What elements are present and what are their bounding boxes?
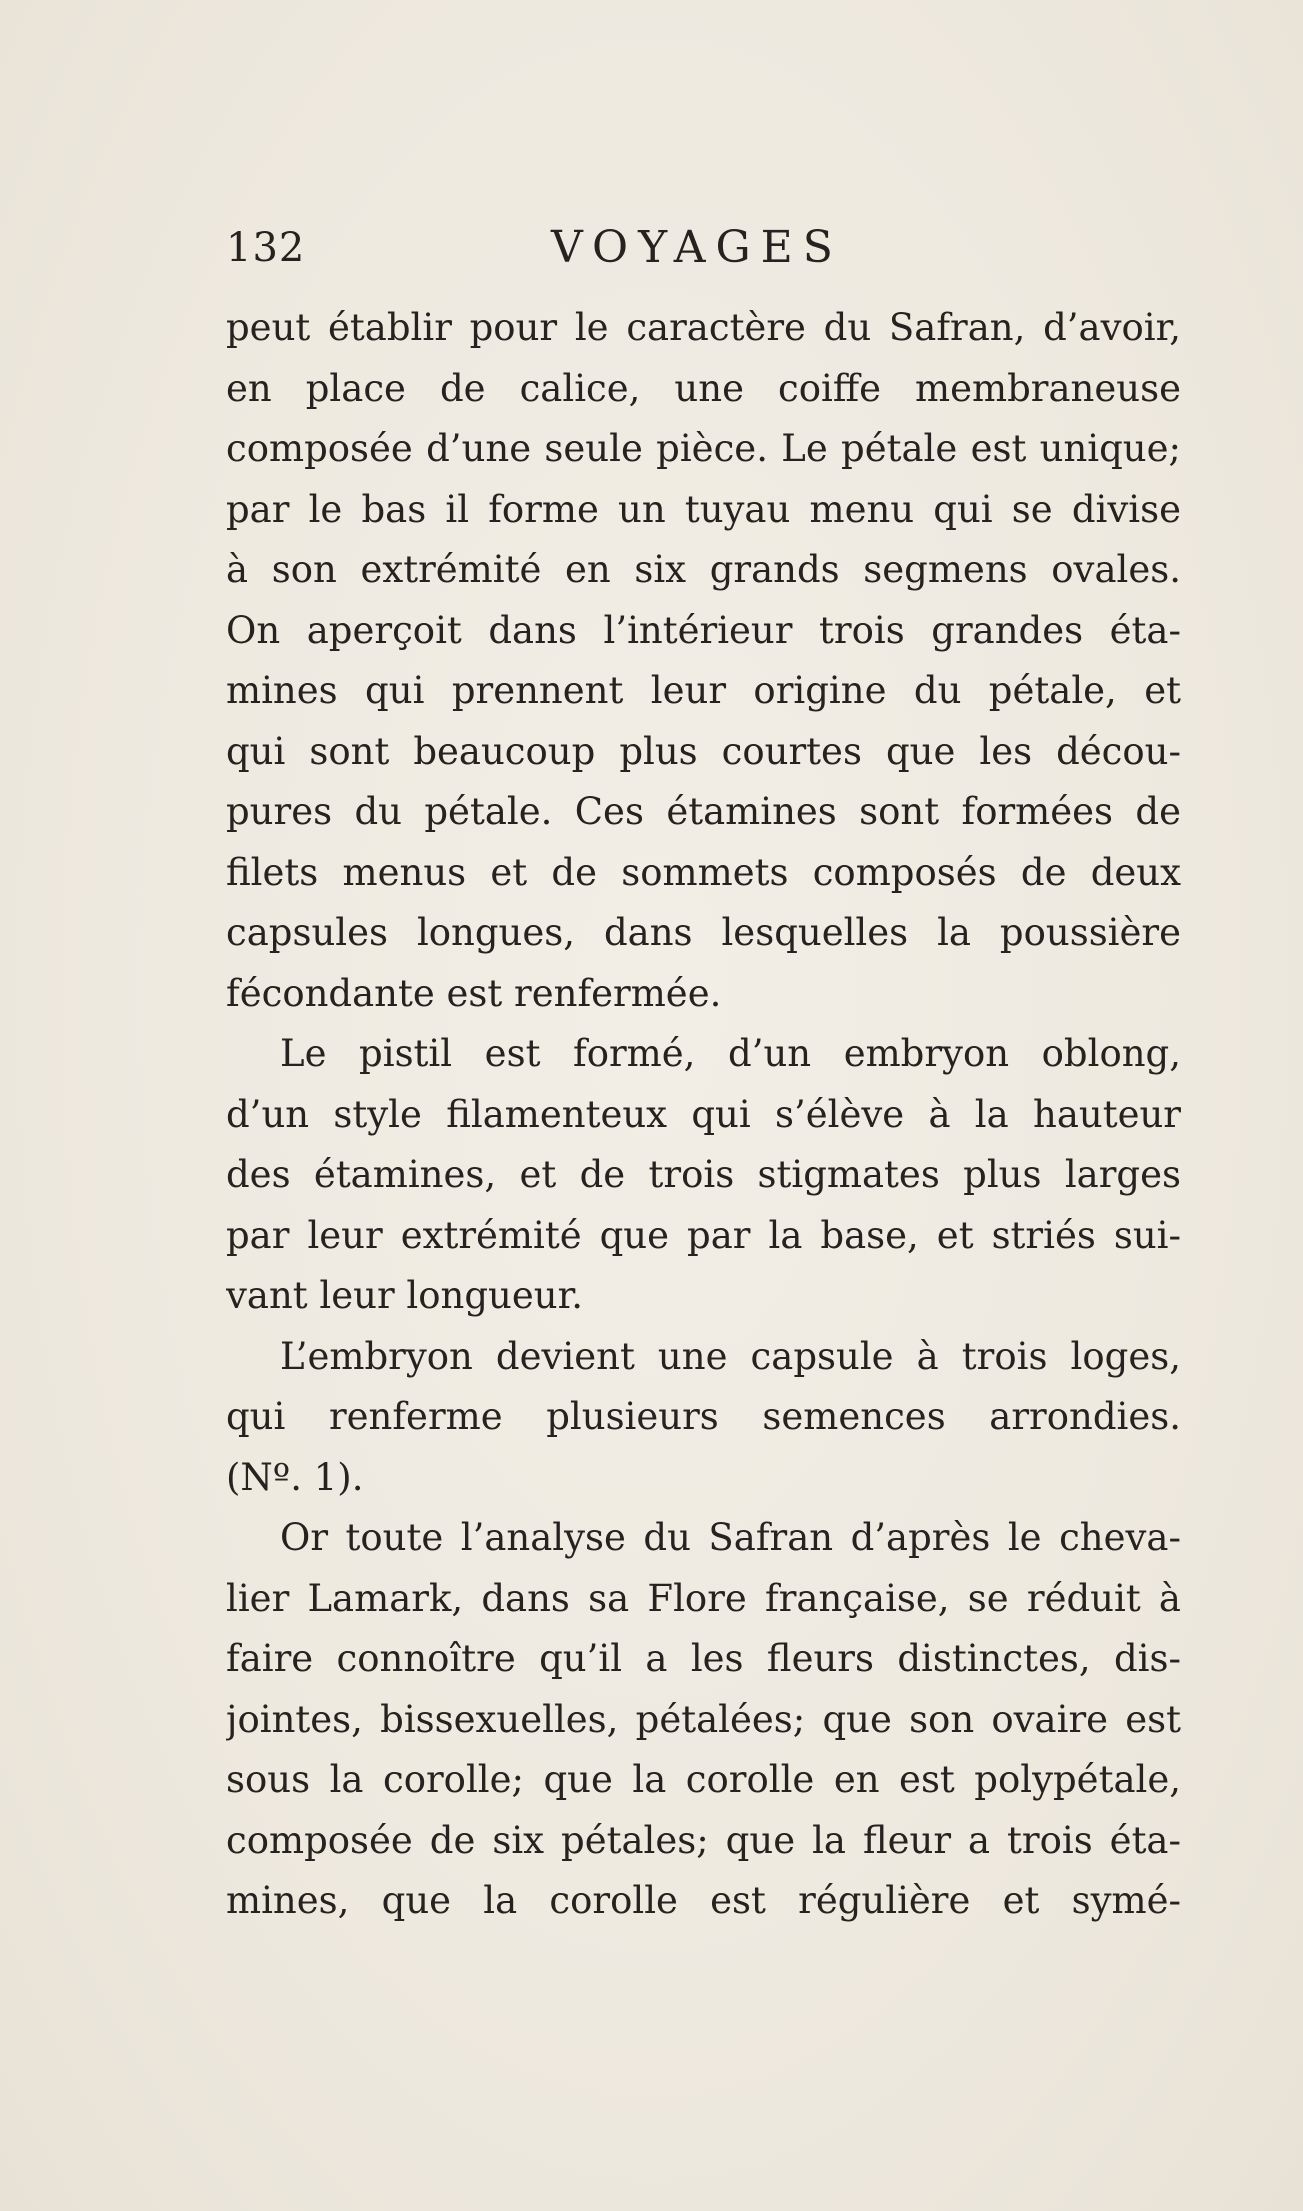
page-header (226, 218, 1176, 278)
text-line: (Nº. 1). (226, 1455, 364, 1499)
text-line: jointes, bissexuelles, pétalées; que son ovaire est (226, 1697, 1181, 1741)
text-line: Le pistil est formé, d’un embryon oblong, (280, 1032, 1181, 1075)
text-line: vant leur longueur. (226, 1274, 583, 1317)
text-line: mines qui prennent leur origine du pétale, et (226, 669, 1181, 712)
text-line: faire connoître qu’il a les fleurs distinctes, dis- (226, 1637, 1181, 1680)
text-line: qui renferme plusieurs semences arrondies. (226, 1395, 1181, 1438)
text-line: sous la corolle; que la corolle en est polypétale, (226, 1758, 1181, 1801)
text-line: fécondante est renfermée. (226, 971, 722, 1015)
text-line: à son extrémité en six grands segmens ovales. (226, 548, 1181, 591)
page-number: 132 (226, 225, 306, 271)
text-line: par le bas il forme un tuyau menu qui se divise (226, 487, 1181, 531)
text-line: composée de six pétales; que la fleur a trois éta- (226, 1818, 1181, 1862)
body-text (226, 298, 1181, 1932)
text-line: L’embryon devient une capsule à trois loges, (280, 1334, 1181, 1378)
running-head: VOYAGES (551, 222, 843, 273)
text-line: d’un style filamenteux qui s’élève à la hauteur (226, 1092, 1181, 1136)
text-line: mines, que la corolle est régulière et symé- (226, 1879, 1181, 1922)
text-line: composée d’une seule pièce. Le pétale est unique; (226, 427, 1181, 470)
text-line: peut établir pour le caractère du Safran, d’avoir, (226, 306, 1181, 349)
text-line: lier Lamark, dans sa Flore française, se réduit à (226, 1576, 1181, 1620)
text-line: par leur extrémité que par la base, et striés sui- (226, 1213, 1181, 1257)
text-line: des étamines, et de trois stigmates plus larges (226, 1153, 1181, 1196)
text-line: filets menus et de sommets composés de deux (226, 850, 1181, 894)
text-line: qui sont beaucoup plus courtes que les décou- (226, 729, 1181, 773)
text-line: capsules longues, dans lesquelles la poussière (226, 911, 1181, 954)
text-line: On aperçoit dans l’intérieur trois grandes éta- (226, 608, 1181, 652)
text-line: en place de calice, une coiffe membraneuse (226, 366, 1181, 410)
text-line: pures du pétale. Ces étamines sont formées de (226, 790, 1181, 833)
text-line: Or toute l’analyse du Safran d’après le cheva- (280, 1516, 1181, 1559)
